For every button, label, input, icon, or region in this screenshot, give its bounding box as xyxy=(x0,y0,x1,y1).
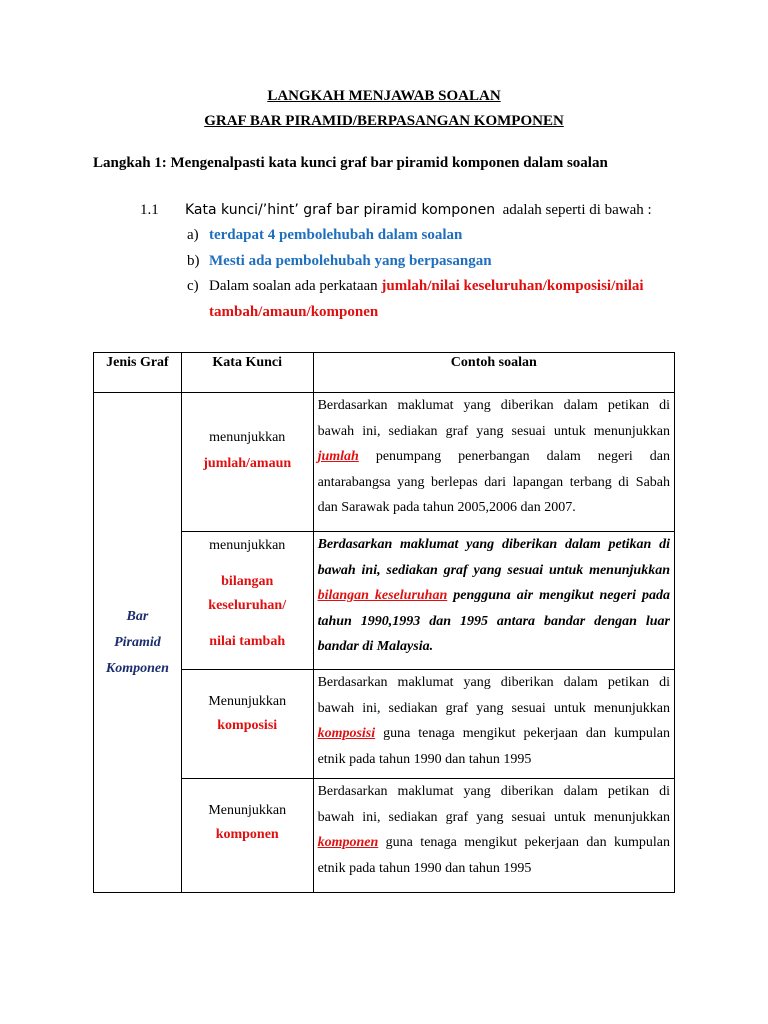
example-keyword: komponen xyxy=(317,835,379,850)
list-marker: a) xyxy=(187,227,199,243)
example-text: Berdasarkan maklumat yang diberikan dalam petikan di bawah ini, sediakan graf yang sesuai untuk menunjukkan xyxy=(317,675,670,716)
list-text: Mesti ada pembolehubah yang berpasangan xyxy=(209,253,492,269)
list-item-c xyxy=(187,278,644,295)
example-text: Berdasarkan maklumat yang diberikan dalam petikan di bawah ini, sediakan graf yang sesuai untuk menunjukkan xyxy=(317,537,670,578)
keyword-cell xyxy=(181,393,313,532)
list-marker: b) xyxy=(187,253,200,269)
keyword-highlight: bilangan xyxy=(221,574,274,589)
graph-type-cell xyxy=(94,393,182,893)
list-item-b xyxy=(187,253,492,270)
table-row xyxy=(94,670,675,779)
keyword-label: Menunjukkan xyxy=(208,694,287,709)
example-cell xyxy=(313,779,674,893)
section-intro xyxy=(185,202,652,219)
example-keyword: komposisi xyxy=(317,726,376,741)
title-line-2: GRAF BAR PIRAMID/BERPASANGAN KOMPONEN xyxy=(204,113,564,129)
column-header-jenis-graf: Jenis Graf xyxy=(94,353,182,393)
column-header-contoh-soalan: Contoh soalan xyxy=(313,353,674,393)
keyword-label: menunjukkan xyxy=(209,538,286,553)
table-header-row xyxy=(94,353,675,393)
intro-rest-text: adalah seperti di bawah : xyxy=(502,202,652,218)
graph-type-word: Komponen xyxy=(105,660,169,676)
keyword-highlight: komponen xyxy=(215,827,279,842)
keyword-cell xyxy=(181,779,313,893)
keyword-cell xyxy=(181,532,313,670)
intro-keyword-text: Kata kunci/’hint’ graf bar piramid komponen xyxy=(185,202,496,218)
keyword-table xyxy=(93,352,675,893)
column-header-kata-kunci: Kata Kunci xyxy=(181,353,313,393)
graph-type-word: Bar xyxy=(126,608,149,624)
example-text: guna tenaga mengikut pekerjaan dan kumpulan etnik pada tahun 1990 dan tahun 1995 xyxy=(317,726,670,767)
list-text: terdapat 4 pembolehubah dalam soalan xyxy=(209,227,463,243)
example-text: penumpang penerbangan dalam negeri dan antarabangsa yang berlepas dari lapangan terbang di Sabah dan Sarawak pada tahun 2005,2006 dan 2007. xyxy=(317,449,670,515)
table-row xyxy=(94,393,675,532)
example-text: Berdasarkan maklumat yang diberikan dalam petikan di bawah ini, sediakan graf yang sesuai untuk menunjukkan xyxy=(317,398,670,439)
graph-type-word: Piramid xyxy=(114,634,161,650)
list-marker: c) xyxy=(187,278,199,294)
section-number: 1.1 xyxy=(140,202,159,218)
example-text: guna tenaga mengikut pekerjaan dan kumpulan etnik pada tahun 1990 dan tahun 1995 xyxy=(317,835,670,876)
list-keywords: jumlah/nilai keseluruhan/komposisi/nilai xyxy=(381,278,644,294)
list-keywords-continued: tambah/amaun/komponen xyxy=(209,304,379,320)
keyword-label: menunjukkan xyxy=(209,430,286,445)
example-cell xyxy=(313,670,674,779)
example-cell xyxy=(313,393,674,532)
step-1-heading: Langkah 1: Mengenalpasti kata kunci graf bar piramid komponen dalam soalan xyxy=(93,155,608,171)
keyword-highlight: jumlah/amaun xyxy=(203,456,292,471)
title-line-1: LANGKAH MENJAWAB SOALAN xyxy=(267,88,501,104)
example-text: pengguna air mengikut negeri pada tahun 1990,1993 dan 1995 antara bandar dengan luar bandar di Malaysia. xyxy=(317,588,671,654)
example-keyword: jumlah xyxy=(317,449,359,464)
example-text: Berdasarkan maklumat yang diberikan dalam petikan di bawah ini, sediakan graf yang sesuai untuk menunjukkan xyxy=(317,784,670,825)
keyword-label: Menunjukkan xyxy=(208,803,287,818)
keyword-cell xyxy=(181,670,313,779)
example-keyword: bilangan keseluruhan xyxy=(317,588,448,603)
keyword-highlight: keseluruhan/ xyxy=(208,598,287,613)
table-row xyxy=(94,779,675,893)
list-item-a xyxy=(187,227,462,244)
table-row xyxy=(94,532,675,670)
example-cell xyxy=(313,532,674,670)
list-text: Dalam soalan ada perkataan xyxy=(209,278,382,294)
keyword-highlight: komposisi xyxy=(217,718,278,733)
keyword-highlight: nilai tambah xyxy=(209,634,286,649)
